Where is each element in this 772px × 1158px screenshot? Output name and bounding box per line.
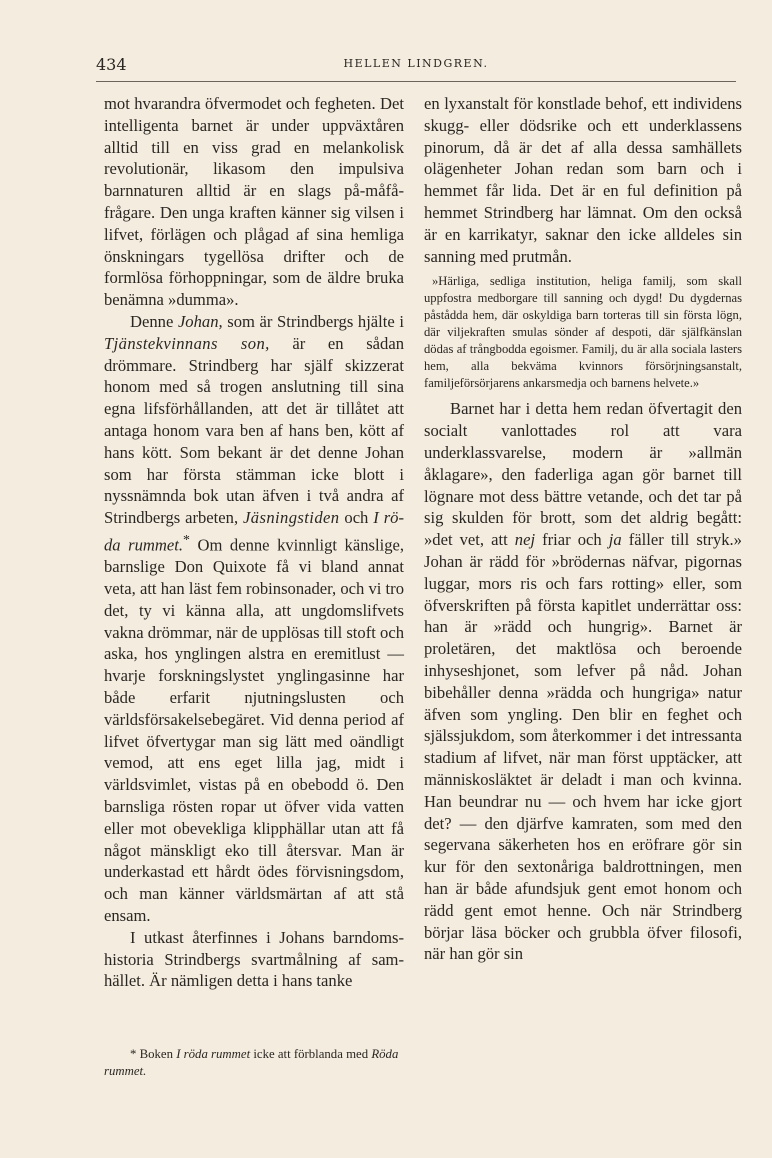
- footnote: [104, 1046, 404, 1080]
- paragraph: [424, 398, 742, 965]
- text-run: fäller till stryk.» Johan är rädd för »brödernas näfvar, pigornas luggar, mors ris och fars rotting» eller, som öfverskriften på första kapitlet underrättar oss: han är »rädd och hungrig». Barnet är proletären, det maktlösa och beroende inhyseshjonet, som lefver på nåd. Johan bibehåller denna »rädda och hungriga» natur äfven som yngling. Den blir en feghet och själssjukdom, som återkommer i det intressanta stadium af lifvet, när man först upptäcker, att människosläktet är deladt i man och kvinna. Han beundrar nu — och hvem har icke gjort det? — den djärfve kamraten, som med den segervana säkerheten hos en eröfrare gör sin kur för den sextonåriga baldrottningen, men han är både afundsjuk gent emot honom och rädd gent emot henne. Och när Strindberg börjar läsa böcker och grubbla öfver filosofi, när han gör sin: [424, 530, 742, 964]
- footnote-text: * Boken: [130, 1047, 177, 1061]
- italic-title: I röda rummet.: [104, 508, 404, 555]
- text-run: friar och: [535, 530, 609, 550]
- page-number: 434: [96, 55, 127, 74]
- text-run: och: [339, 508, 374, 528]
- paragraph: [104, 311, 404, 927]
- page-header: [96, 55, 736, 79]
- paragraph: mot hvarandra öfvermodet och fegheten. Det intelligenta barnet är under uppväxtåren alltid till en viss grad en melankolisk revolutionär, likasom den impulsiva barnnaturen alltid är en slags på-måfå-frågare. Den unga kraften känner sig vilsen i lifvet, förlägen och plågad af sina hemliga önskningars tygellösa drifter och de formlösa förhoppningar, som de äldre bruka benämna »dumma».: [104, 94, 404, 310]
- footnote-marker: *: [183, 531, 190, 547]
- paragraph: I utkast återfinnes i Johans barndomshistoria Strindbergs svartmålning af samhället. Är nämligen detta i hans tanke: [104, 927, 404, 991]
- italic-word: ja: [608, 530, 622, 550]
- running-head: HELLEN LINDGREN.: [343, 57, 489, 70]
- text-run: är en sådan drömmare. Strindberg har själf skizzerat honom med så trogen anslutning till sina egna lifsförhållanden, att det är tillåtet att antaga honom vara ben af hans ben, kött af hans kött. Som bekant är det denne Johan som har första stämman icke blott i nyssnämnda bok utan äfven i två andra af Strindbergs arbeten,: [104, 333, 405, 528]
- header-rule: [96, 81, 736, 82]
- left-column: [104, 93, 404, 992]
- italic-title: Tjänstekvinnans son,: [104, 333, 270, 353]
- text-run: som är Strindbergs hjälte i: [222, 311, 404, 331]
- text-run: Barnet har i detta hem redan öfvertagit den socialt vanlottades rol att vara underklassvarelse, modern är »allmän åklagare», den faderliga agan gör barnet till lögnare mot dess bättre vetande, och det tar på sig skulden för brott, som det aldrig begått: »det vet, att: [424, 399, 742, 550]
- footnote-title: I röda rummet: [176, 1047, 251, 1061]
- italic-name: Johan,: [177, 311, 223, 331]
- italic-title: Jäsningstiden: [243, 508, 340, 528]
- text-run: Om denne kvinnligt känslige, barnslige Don Quixote få vi bland annat veta, att han läst fem robinsonader, och vi tro det, ty vi känna alla, att ungdomslifvets vakna drömmar, när de upplösas till stoft och aska, hos ynglingen alstra en eremitlust — hvarje forskningslystet ynglingasinne har både erfarit njutningslusten och världsförsakelsebegäret. Vid denna period af lifvet öfvertygar man sig lätt med oändligt vemod, att ens eget lilla jag, midt i världsvimlet, vistas på en obebodd ö. Den barnsliga rösten ropar ut öfver vida vatten eller mot obevekliga klipphällar utan att få något mänskligt eko till återsvar. Man är underkastad ett hårdt ödes förvisningsdom, och man känner världsmärtan af att stå ensam.: [104, 535, 404, 926]
- text-run: Denne: [130, 311, 178, 331]
- right-column: [424, 93, 742, 965]
- footnote-title: Röda rummet.: [104, 1047, 399, 1078]
- footnote-text: icke att förblanda med: [250, 1047, 372, 1061]
- italic-word: nej: [514, 530, 536, 550]
- paragraph: en lyxanstalt för konstlade behof, ett individens skugg- eller dödsrike och ett underklassens pinorum, då är det af alla dessa samhällets olägenheter Johan redan som barn och i hemmet får lida. Det är en ful definition på hemmet Strindberg har lämnat. Om den också är en karrikatyr, saknar den icke alldeles sin sanning med prutmån.: [424, 94, 742, 266]
- block-quote: »Härliga, sedliga institution, heliga familj, som skall uppfostra medborgare till sanning och dygd! Du dygdernas påstådda hem, där oskyldiga barn torteras till sin första lögn, där viljekraften smulas sönder af despoti, där själfkänslan dödas af trångbodda egoismer. Familj, du är alla sociala lasters hem, alla bekväma kvinnors försörjningsanstalt, familjeförsörjarens ankarsmedja och barnens helvete.»: [424, 274, 742, 391]
